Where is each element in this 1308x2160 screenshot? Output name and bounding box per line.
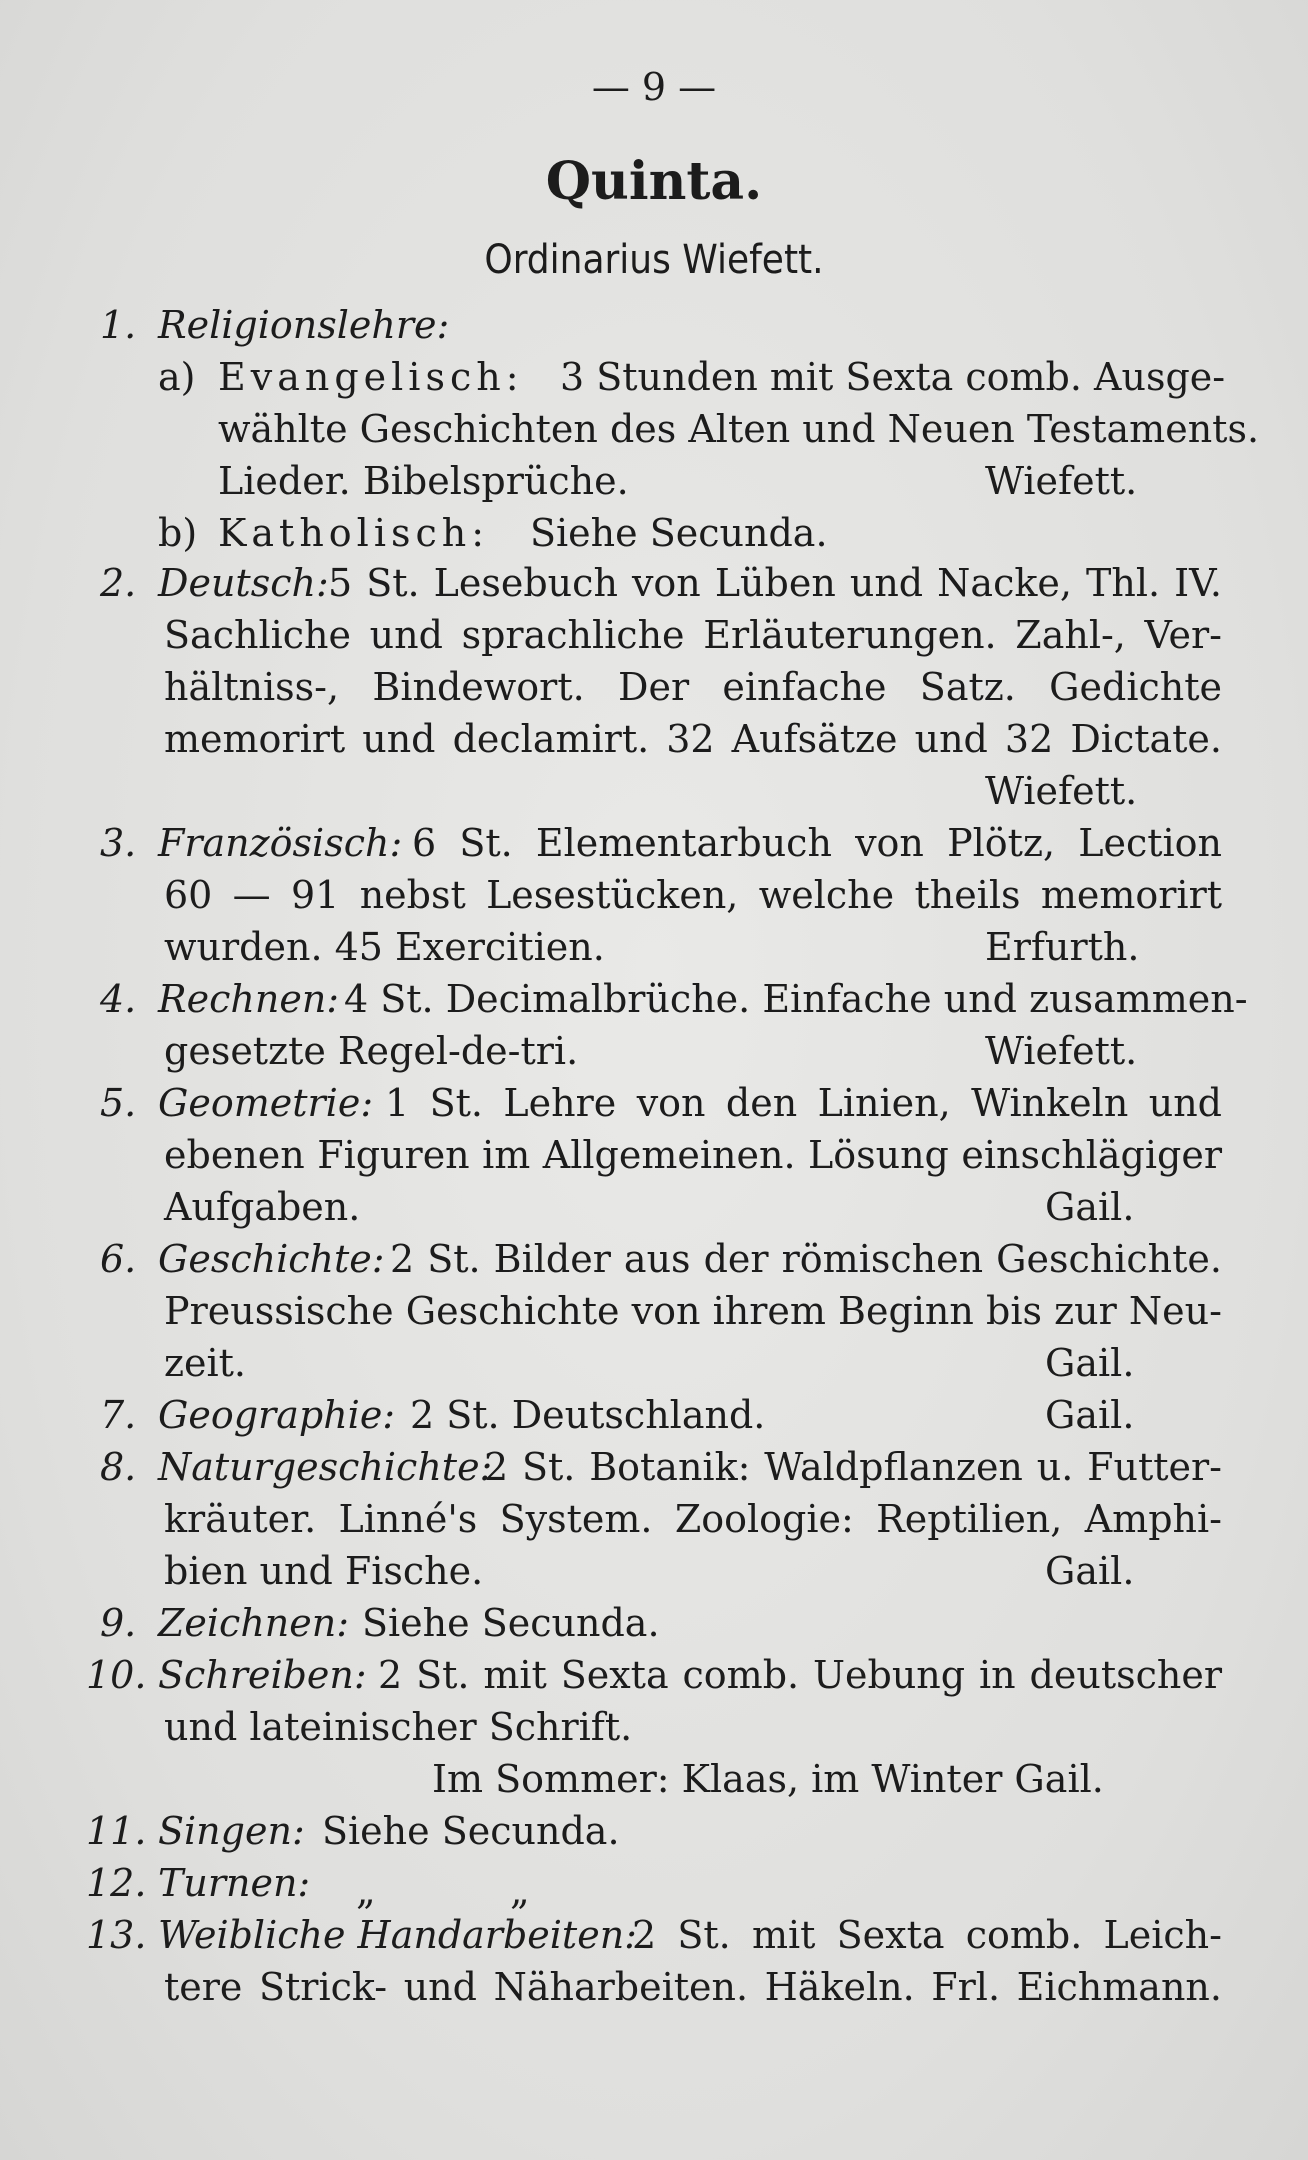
ditto-mark: „ [510, 1869, 530, 1913]
teacher-name: Gail. [1045, 1185, 1135, 1229]
teacher-name: Gail. [1045, 1393, 1135, 1437]
teacher-name: Im Sommer: Klaas, im Winter Gail. [432, 1757, 1104, 1801]
text-line: 2 St. Botanik: Waldpflanzen u. Futter- [484, 1445, 1222, 1489]
section-label-geometrie: Geometrie: [158, 1081, 374, 1125]
section-number: 13. [86, 1913, 147, 1957]
section-label-handarbeiten: Weibliche Handarbeiten: [158, 1913, 637, 1957]
section-number: 4. [100, 977, 137, 1021]
section-number: 5. [100, 1081, 137, 1125]
item-marker-a: a) [158, 355, 196, 399]
section-number: 7. [100, 1393, 137, 1437]
text-line: Lieder. Bibelsprüche. [218, 459, 629, 503]
text-line: zeit. [164, 1341, 247, 1385]
text-line: Siehe Secunda. [530, 511, 828, 555]
section-number: 11. [86, 1809, 147, 1853]
section-number: 10. [86, 1653, 147, 1697]
text-line: wurden. 45 Exercitien. [164, 925, 605, 969]
section-label-geographie: Geographie: [158, 1393, 396, 1437]
section-number: 8. [100, 1445, 137, 1489]
section-label-deutsch: Deutsch: [158, 561, 329, 605]
section-label-singen: Singen: [158, 1809, 305, 1853]
section-label-naturgeschichte: Naturgeschichte: [158, 1445, 493, 1489]
section-number: 12. [86, 1861, 147, 1905]
text-line: 6 St. Elementarbuch von Plötz, Lection [412, 821, 1222, 865]
teacher-name: Wiefett. [985, 769, 1138, 813]
text-line: kräuter. Linné's System. Zoologie: Reptilien, Amphi- [164, 1497, 1222, 1541]
text-line: hältniss-, Bindewort. Der einfache Satz. Gedichte [164, 665, 1222, 709]
section-number: 6. [100, 1237, 137, 1281]
subsection-katholisch: Katholisch: [218, 511, 490, 555]
text-line: 60 — 91 nebst Lesestücken, welche theils memorirt [164, 873, 1222, 917]
ordinarius-line: Ordinarius Wiefett. [484, 237, 824, 283]
text-line: Aufgaben. [164, 1185, 361, 1229]
section-label-turnen: Turnen: [158, 1861, 311, 1905]
teacher-name: Gail. [1045, 1549, 1135, 1593]
text-line: 1 St. Lehre von den Linien, Winkeln und [385, 1081, 1222, 1125]
text-line: Sachliche und sprachliche Erläuterungen. Zahl-, Ver- [164, 613, 1222, 657]
section-label-zeichnen: Zeichnen: [158, 1601, 350, 1645]
text-line: memorirt und declamirt. 32 Aufsätze und 32 Dictate. [164, 717, 1222, 761]
section-label-schreiben: Schreiben: [158, 1653, 367, 1697]
subsection-evangelisch: Evangelisch: [218, 355, 524, 399]
text-line: 2 St. Bilder aus der römischen Geschichte. [390, 1237, 1222, 1281]
text-line: wählte Geschichten des Alten und Neuen Testaments. [218, 407, 1260, 451]
teacher-name: Wiefett. [985, 459, 1138, 503]
page-number: — 9 — [591, 65, 717, 109]
text-line: Siehe Secunda. [362, 1601, 660, 1645]
page-title: Quinta. [545, 151, 763, 212]
text-line: bien und Fische. [164, 1549, 484, 1593]
section-number: 9. [100, 1601, 137, 1645]
text-line: Siehe Secunda. [322, 1809, 620, 1853]
section-label-religion: Religionslehre: [158, 303, 450, 347]
teacher-name: Erfurth. [985, 925, 1140, 969]
section-number: 2. [100, 561, 137, 605]
section-number: 3. [100, 821, 137, 865]
text-line: 2 St. mit Sexta comb. Uebung in deutscher [378, 1653, 1222, 1697]
text-line: Preussische Geschichte von ihrem Beginn bis zur Neu- [164, 1289, 1222, 1333]
text-line: tere Strick- und Näharbeiten. Häkeln. Frl. Eichmann. [164, 1965, 1222, 2009]
section-label-geschichte: Geschichte: [158, 1237, 385, 1281]
text-line: 5 St. Lesebuch von Lüben und Nacke, Thl. IV. [328, 561, 1222, 605]
item-marker-b: b) [158, 511, 198, 555]
section-label-franzoesisch: Französisch: [158, 821, 403, 865]
text-line: 2 St. mit Sexta comb. Leich- [632, 1913, 1222, 1957]
teacher-name: Gail. [1045, 1341, 1135, 1385]
teacher-name: Wiefett. [985, 1029, 1138, 1073]
ditto-mark: „ [356, 1869, 376, 1913]
text-line: gesetzte Regel-de-tri. [164, 1029, 579, 1073]
text-line: 4 St. Decimalbrüche. Einfache und zusammen- [344, 977, 1248, 1021]
text-line: und lateinischer Schrift. [164, 1705, 633, 1749]
text-line: 2 St. Deutschland. [410, 1393, 766, 1437]
text-line: ebenen Figuren im Allgemeinen. Lösung einschlägiger [164, 1133, 1222, 1177]
section-label-rechnen: Rechnen: [158, 977, 340, 1021]
text-line: 3 Stunden mit Sexta comb. Ausge- [560, 355, 1226, 399]
section-number: 1. [100, 303, 137, 347]
